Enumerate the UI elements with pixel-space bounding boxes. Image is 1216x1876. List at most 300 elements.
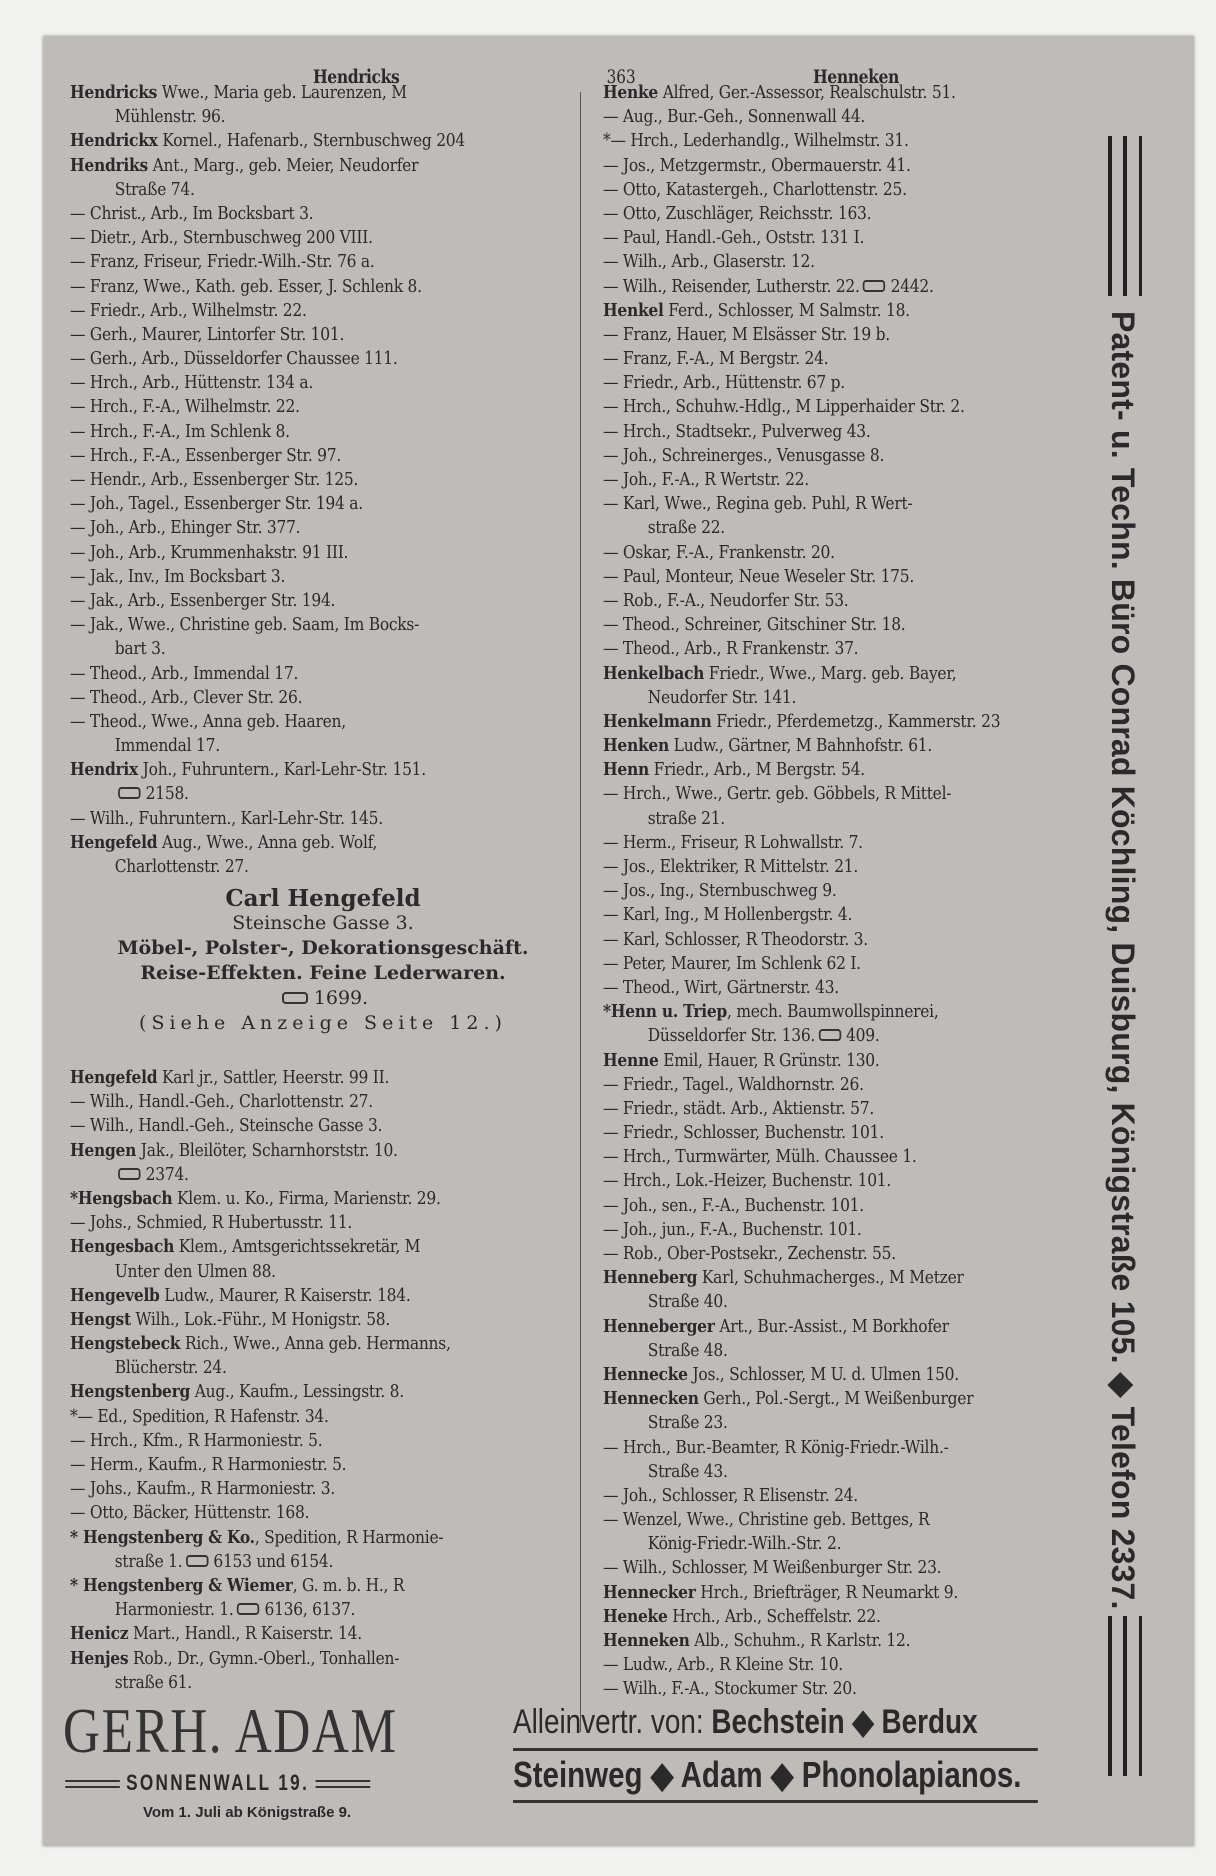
- directory-entry-line: [603, 178, 1000, 202]
- entry-text: straße 61.: [114, 1671, 192, 1693]
- directory-entry-line: [603, 758, 1000, 782]
- directory-entry-line: [603, 1242, 1000, 1266]
- entry-text: — Johs., Schmied, R Hubertusstr. 11.: [70, 1212, 353, 1234]
- entry-text: — Hendr., Arb., Essenberger Str. 125.: [70, 469, 359, 490]
- page-number: 363: [606, 66, 636, 88]
- entry-text: — Joh., Arb., Krummenhakstr. 91 III.: [70, 541, 349, 563]
- directory-entry-line: [603, 831, 1000, 855]
- directory-entry-line: [70, 662, 465, 686]
- entry-text: Alb., Schuhm., R Karlstr. 12.: [689, 1630, 911, 1651]
- side-advertisement: [1105, 136, 1142, 1756]
- directory-entry-line: [603, 1436, 1000, 1460]
- entry-text: Neudorfer Str. 141.: [647, 686, 797, 708]
- telephone-icon: [186, 1555, 208, 1567]
- entry-text: — Joh., Arb., Ehinger Str. 377.: [70, 517, 301, 539]
- directory-entry-line: [603, 613, 1000, 637]
- entry-text: — Hrch., Kfm., R Harmoniestr. 5.: [70, 1429, 323, 1451]
- entry-text: Straße 74.: [114, 178, 195, 200]
- entry-text: Friedr., Pferdemetzg., Kammerstr. 23: [711, 710, 1001, 732]
- entry-text: Düsseldorfer Str. 136.: [647, 1025, 816, 1047]
- directory-entry-line: [70, 1211, 451, 1235]
- directory-entry-line: [603, 1460, 1000, 1484]
- directory-entry-line: [70, 516, 465, 540]
- ad-phone: 1699.: [313, 987, 369, 1009]
- entry-text: — Peter, Maurer, Im Schlenk 62 I.: [603, 952, 861, 974]
- entry-surname: Hengefeld: [70, 831, 158, 853]
- directory-entry-line: [603, 1581, 1000, 1605]
- entry-text: — Aug., Bur.-Geh., Sonnenwall 44.: [603, 106, 866, 128]
- entry-text: — Theod., Schreiner, Gitschiner Str. 18.: [603, 614, 906, 636]
- directory-entry-line: [603, 1097, 1000, 1121]
- entry-text: Ludw., Maurer, R Kaiserstr. 184.: [159, 1284, 411, 1306]
- gerh-adam-name: GERH. ADAM: [63, 1695, 398, 1766]
- directory-entry-line: [603, 105, 1000, 129]
- directory-entry-line: [603, 1145, 1000, 1169]
- entry-text: — Gerh., Arb., Düsseldorfer Chaussee 111.: [70, 348, 398, 370]
- directory-entry-line: [603, 250, 1000, 274]
- entry-text: — Franz, Wwe., Kath. geb. Esser, J. Schlenk 8.: [70, 275, 422, 297]
- directory-entry-line: [603, 1339, 1000, 1363]
- entry-surname: Henkelmann: [603, 710, 712, 732]
- entry-text: — Hrch., Turmwärter, Mülh. Chaussee 1.: [603, 1146, 917, 1168]
- entry-text: — Theod., Arb., Clever Str. 26.: [70, 686, 303, 708]
- entry-text: — Hrch., Wwe., Gertr. geb. Göbbels, R Mittel-: [603, 783, 952, 805]
- directory-entry-line: [70, 444, 465, 468]
- entry-text: — Wilh., F.-A., Stockumer Str. 20.: [603, 1678, 857, 1700]
- right-column-entries: [603, 81, 1065, 1702]
- directory-entry-line: [603, 444, 1000, 468]
- directory-entry-line: [603, 1605, 1000, 1629]
- column-divider: [580, 92, 581, 1732]
- entry-text: — Joh., jun., F.-A., Buchenstr. 101.: [603, 1218, 862, 1240]
- entry-text: — Franz, Hauer, M Elsässer Str. 19 b.: [603, 323, 890, 345]
- directory-entry-line: [603, 154, 1000, 178]
- entry-text: — Hrch., Lok.-Heizer, Buchenstr. 101.: [603, 1170, 892, 1192]
- entry-text: — Theod., Wirt, Gärtnerstr. 43.: [603, 976, 839, 998]
- telephone-icon: [819, 1029, 841, 1041]
- directory-entry-line: [70, 613, 465, 637]
- entry-text: Aug., Kaufm., Lessingstr. 8.: [190, 1381, 404, 1403]
- entry-text: Straße 43.: [647, 1460, 728, 1482]
- directory-entry-line: [70, 178, 465, 202]
- entry-text: — Franz, F.-A., M Bergstr. 24.: [603, 348, 829, 370]
- entry-text: Klem., Amtsgerichtssekretär, M: [174, 1236, 421, 1258]
- entry-text: , Spedition, R Harmonie-: [254, 1526, 444, 1548]
- entry-surname: * Hengstenberg & Wiemer: [70, 1574, 293, 1596]
- directory-entry-line: [70, 1380, 451, 1404]
- entry-phone: 409.: [846, 1025, 880, 1047]
- entry-surname: Henneken: [603, 1630, 690, 1651]
- entry-surname: Hengen: [70, 1139, 137, 1161]
- entry-text: — Joh., sen., F.-A., Buchenstr. 101.: [603, 1194, 864, 1216]
- directory-entry-line: [70, 1550, 451, 1574]
- directory-entry-line: [603, 1290, 1000, 1314]
- entry-surname: Henne: [603, 1049, 659, 1071]
- entry-phone: 6136, 6137.: [264, 1599, 356, 1621]
- entry-text: Ant., Marg., geb. Meier, Neudorfer: [147, 154, 419, 176]
- entry-text: — Joh., Tagel., Essenberger Str. 194 a.: [70, 493, 363, 515]
- piano-brands: Steinweg ◆ Adam ◆ Phonolapianos.: [513, 1754, 1038, 1803]
- directory-entry-line: [603, 1049, 1000, 1073]
- directory-entry-line: [70, 1235, 451, 1259]
- directory-entry-line: [603, 299, 1000, 323]
- directory-entry-line: [603, 1363, 1000, 1387]
- rule-lines-top: [1108, 136, 1142, 296]
- entry-surname: Hengevelb: [70, 1284, 160, 1306]
- directory-entry-line: [70, 1622, 451, 1646]
- directory-entry-line: [70, 154, 465, 178]
- entry-text: — Wilh., Fuhruntern., Karl-Lehr-Str. 145.: [70, 807, 383, 829]
- directory-entry-line: [70, 1405, 451, 1429]
- entry-text: Ludw., Gärtner, M Bahnhofstr. 61.: [669, 735, 933, 757]
- directory-entry-line: [70, 299, 465, 323]
- telephone-icon: [282, 992, 308, 1004]
- directory-entry-line: [603, 1411, 1000, 1435]
- entry-text: — Hrch., Schuhw.-Hdlg., M Lipperhaider Str. 2.: [603, 396, 965, 418]
- entry-text: — Jos., Ing., Sternbuschweg 9.: [603, 880, 837, 902]
- entry-text: — Friedr., Schlosser, Buchenstr. 101.: [603, 1122, 884, 1144]
- telephone-icon: [863, 280, 885, 292]
- directory-entry-line: [603, 129, 1000, 153]
- side-ad-text: Patent- u. Techn. Büro Conrad Köchling, Duisburg, Königstraße 105. ◆ Telefon 2337.: [1105, 311, 1141, 1610]
- directory-entry-line: [70, 1066, 451, 1090]
- entry-text: — Joh., Schlosser, R Elisenstr. 24.: [603, 1484, 858, 1506]
- directory-entry-line: [70, 1356, 451, 1380]
- entry-text: — Jos., Metzgermstr., Obermauerstr. 41.: [603, 154, 911, 176]
- entry-text: — Hrch., Stadtsekr., Pulverweg 43.: [603, 420, 871, 442]
- entry-text: Straße 40.: [647, 1291, 728, 1313]
- agent-label: Alleinvertr. von:: [513, 1703, 704, 1741]
- directory-entry-line: [603, 1653, 1000, 1677]
- directory-entry-line: [603, 1024, 1000, 1048]
- directory-entry-line: [603, 1629, 1000, 1653]
- entry-text: — Hrch., F.-A., Wilhelmstr. 22.: [70, 396, 300, 418]
- left-column-entries-bottom: [70, 1066, 513, 1695]
- entry-text: — Theod., Arb., Immendal 17.: [70, 662, 299, 684]
- telephone-icon: [118, 787, 140, 799]
- directory-entry-line: [70, 637, 465, 661]
- entry-surname: Hengesbach: [70, 1236, 175, 1258]
- entry-text: — Christ., Arb., Im Bocksbart 3.: [70, 202, 314, 224]
- entry-phone: 2158.: [145, 783, 189, 805]
- ad-address: Steinsche Gasse 3.: [232, 912, 414, 934]
- directory-entry-line: [70, 1671, 451, 1695]
- directory-entry-line: [70, 1187, 451, 1211]
- directory-entry-line: [603, 952, 1000, 976]
- entry-text: bart 3.: [114, 638, 166, 660]
- entry-text: — Friedr., Tagel., Waldhornstr. 26.: [603, 1073, 864, 1095]
- entry-surname: Hengstebeck: [70, 1333, 181, 1355]
- telephone-icon: [237, 1603, 259, 1615]
- directory-entry-line: [603, 81, 1000, 105]
- entry-text: Rob., Dr., Gymn.-Oberl., Tonhallen-: [128, 1647, 400, 1669]
- entry-text: — Wilh., Handl.-Geh., Steinsche Gasse 3.: [70, 1115, 383, 1137]
- directory-entry-line: [70, 1647, 451, 1671]
- directory-entry-line: [70, 734, 465, 758]
- entry-text: *— Ed., Spedition, R Hafenstr. 34.: [70, 1405, 329, 1427]
- entry-text: König-Friedr.-Wilh.-Str. 2.: [647, 1533, 842, 1555]
- directory-entry-line: [70, 395, 465, 419]
- bottom-ad-address: SONNENWALL 19.: [126, 1770, 310, 1795]
- entry-text: Hrch., Arb., Scheffelstr. 22.: [667, 1605, 881, 1627]
- entry-text: Art., Bur.-Assist., M Borkhofer: [714, 1315, 949, 1337]
- entry-text: — Otto, Bäcker, Hüttenstr. 168.: [70, 1502, 310, 1524]
- directory-entry-line: [70, 1308, 451, 1332]
- directory-entry-line: [603, 807, 1000, 831]
- entry-text: Wwe., Maria geb. Laurenzen, M: [157, 82, 407, 103]
- entry-surname: Hengefeld: [70, 1067, 158, 1088]
- directory-entry-line: [603, 371, 1000, 395]
- entry-text: — Hrch., F.-A., Essenberger Str. 97.: [70, 444, 342, 466]
- directory-entry-line: [603, 855, 1000, 879]
- directory-entry-line: [70, 420, 465, 444]
- entry-text: — Johs., Kaufm., R Harmoniestr. 3.: [70, 1478, 336, 1500]
- directory-entry-line: [603, 662, 1000, 686]
- entry-text: Friedr., Arb., M Bergstr. 54.: [648, 759, 865, 781]
- bottom-ad-moving-note: Vom 1. Juli ab Königstraße 9.: [143, 1804, 352, 1821]
- entry-surname: Henke: [603, 82, 659, 103]
- header-left-name: Hendricks: [313, 66, 400, 88]
- entry-text: Hrch., Briefträger, R Neumarkt 9.: [695, 1581, 959, 1603]
- hengefeld-advertisement: [83, 886, 563, 1036]
- entry-surname: Heneke: [603, 1605, 668, 1627]
- directory-entry-line: [603, 1169, 1000, 1193]
- entry-text: — Franz, Friseur, Friedr.-Wilh.-Str. 76 a.: [70, 251, 375, 273]
- entry-text: Aug., Wwe., Anna geb. Wolf,: [157, 831, 378, 853]
- directory-entry-line: [70, 250, 465, 274]
- directory-entry-line: [603, 879, 1000, 903]
- entry-text: — Theod., Wwe., Anna geb. Haaren,: [70, 710, 346, 732]
- entry-text: — Rob., Ober-Postsekr., Zechenstr. 55.: [603, 1243, 896, 1264]
- directory-entry-line: [603, 1266, 1000, 1290]
- entry-surname: Henicz: [70, 1623, 129, 1645]
- ad-line-1: Möbel-, Polster-, Dekorationsgeschäft.: [117, 937, 529, 959]
- entry-surname: Hengst: [70, 1308, 131, 1330]
- entry-text: — Hrch., Bur.-Beamter, R König-Friedr.-Wilh.-: [603, 1436, 949, 1458]
- directory-entry-line: [603, 226, 1000, 250]
- entry-surname: Henneberger: [603, 1315, 715, 1337]
- directory-entry-line: [603, 275, 1000, 299]
- directory-entry-line: [603, 710, 1000, 734]
- directory-entry-line: [603, 1484, 1000, 1508]
- entry-text: Jak., Bleilöter, Scharnhorststr. 10.: [136, 1139, 398, 1161]
- directory-entry-line: [603, 516, 1000, 540]
- entry-surname: Henken: [603, 735, 670, 757]
- entry-text: Alfred, Ger.-Assessor, Realschulstr. 51.: [658, 82, 956, 103]
- directory-entry-line: [70, 1163, 451, 1187]
- directory-entry-line: [70, 1332, 451, 1356]
- directory-entry-line: [70, 831, 465, 855]
- directory-entry-line: [70, 1284, 451, 1308]
- directory-entry-line: [603, 347, 1000, 371]
- directory-page: [43, 36, 1194, 1846]
- directory-entry-line: [603, 395, 1000, 419]
- entry-text: — Paul, Handl.-Geh., Oststr. 131 I.: [603, 227, 865, 249]
- directory-entry-line: [70, 371, 465, 395]
- entry-surname: Hennecken: [603, 1388, 699, 1410]
- directory-entry-line: [70, 1139, 451, 1163]
- entry-text: — Wilh., Arb., Glaserstr. 12.: [603, 251, 815, 273]
- entry-text: Straße 48.: [647, 1339, 728, 1361]
- directory-entry-line: [70, 1260, 451, 1284]
- entry-text: Straße 23.: [647, 1412, 728, 1434]
- agent-brands: Bechstein ◆ Berdux: [711, 1703, 978, 1741]
- entry-text: — Theod., Arb., R Frankenstr. 37.: [603, 638, 859, 660]
- entry-surname: Hendrix: [70, 759, 139, 781]
- entry-text: Joh., Fuhruntern., Karl-Lehr-Str. 151.: [138, 759, 426, 781]
- directory-entry-line: [603, 1508, 1000, 1532]
- ad-business-name: Carl Hengefeld: [225, 885, 421, 912]
- directory-entry-line: [70, 81, 465, 105]
- entry-text: — Otto, Katastergeh., Charlottenstr. 25.: [603, 178, 907, 200]
- entry-text: Friedr., Wwe., Marg. geb. Bayer,: [704, 662, 957, 684]
- directory-entry-line: [603, 1000, 1000, 1024]
- directory-entry-line: [70, 541, 465, 565]
- entry-text: Blücherstr. 24.: [114, 1357, 227, 1379]
- entry-text: Rich., Wwe., Anna geb. Hermanns,: [180, 1333, 451, 1355]
- entry-text: — Dietr., Arb., Sternbuschweg 200 VIII.: [70, 227, 373, 249]
- entry-text: Unter den Ulmen 88.: [114, 1260, 276, 1282]
- ad-line-2: Reise-Effekten. Feine Lederwaren.: [140, 962, 506, 984]
- entry-text: — Rob., F.-A., Neudorfer Str. 53.: [603, 589, 849, 611]
- entry-text: — Hrch., F.-A., Im Schlenk 8.: [70, 420, 290, 442]
- entry-text: Klem. u. Ko., Firma, Marienstr. 29.: [172, 1187, 441, 1209]
- directory-entry-line: [70, 202, 465, 226]
- entry-surname: Hennecke: [603, 1363, 688, 1385]
- entry-text: Mühlenstr. 96.: [114, 106, 226, 128]
- directory-entry-line: [603, 589, 1000, 613]
- double-rule: [315, 1780, 370, 1788]
- entry-surname: Henn: [603, 759, 649, 781]
- directory-entry-line: [603, 1194, 1000, 1218]
- entry-text: Wilh., Lok.-Führ., M Honigstr. 58.: [130, 1308, 391, 1330]
- entry-text: straße 21.: [647, 807, 725, 829]
- directory-entry-line: [603, 1556, 1000, 1580]
- directory-entry-line: [70, 686, 465, 710]
- directory-entry-line: [70, 323, 465, 347]
- entry-text: Emil, Hauer, R Grünstr. 130.: [658, 1049, 880, 1071]
- directory-entry-line: [603, 782, 1000, 806]
- entry-text: — Joh., Schreinerges., Venusgasse 8.: [603, 444, 885, 466]
- bottom-advertisement: [43, 1694, 1194, 1821]
- directory-entry-line: [603, 492, 1000, 516]
- entry-surname: Henjes: [70, 1647, 129, 1669]
- telephone-icon: [118, 1168, 140, 1180]
- entry-surname: Henkelbach: [603, 662, 705, 684]
- directory-entry-line: [70, 468, 465, 492]
- directory-entry-line: [70, 710, 465, 734]
- directory-entry-line: [70, 758, 465, 782]
- entry-text: — Karl, Wwe., Regina geb. Puhl, R Wert-: [603, 493, 913, 515]
- entry-text: , G. m. b. H., R: [292, 1574, 405, 1596]
- ad-note: (Siehe Anzeige Seite 12.): [139, 1012, 507, 1034]
- directory-entry-line: [603, 565, 1000, 589]
- entry-text: — Otto, Zuschläger, Reichsstr. 163.: [603, 202, 872, 224]
- entry-text: — Friedr., Arb., Wilhelmstr. 22.: [70, 299, 307, 321]
- entry-text: *— Hrch., Lederhandlg., Wilhelmstr. 31.: [603, 130, 909, 152]
- directory-entry-line: [603, 541, 1000, 565]
- directory-entry-line: [70, 1526, 451, 1550]
- directory-entry-line: [70, 782, 465, 806]
- entry-text: Harmoniestr. 1.: [114, 1599, 234, 1621]
- directory-entry-line: [70, 129, 465, 153]
- entry-text: Mart., Handl., R Kaiserstr. 14.: [128, 1623, 362, 1645]
- directory-entry-line: [603, 1121, 1000, 1145]
- directory-entry-line: [603, 1532, 1000, 1556]
- entry-text: — Friedr., städt. Arb., Aktienstr. 57.: [603, 1097, 875, 1119]
- directory-entry-line: [603, 1073, 1000, 1097]
- entry-text: Kornel., Hafenarb., Sternbuschweg 204: [157, 130, 465, 152]
- directory-entry-line: [603, 686, 1000, 710]
- directory-entry-line: [70, 1477, 451, 1501]
- entry-surname: *Hengsbach: [70, 1187, 173, 1209]
- entry-phone: 2442.: [890, 275, 934, 297]
- entry-surname: * Hengstenberg & Ko.: [70, 1526, 255, 1548]
- directory-entry-line: [603, 928, 1000, 952]
- entry-text: — Paul, Monteur, Neue Weseler Str. 175.: [603, 565, 915, 587]
- entry-surname: Henkel: [603, 299, 664, 321]
- directory-entry-line: [603, 1387, 1000, 1411]
- directory-entry-line: [603, 734, 1000, 758]
- directory-entry-line: [70, 275, 465, 299]
- entry-surname: Hengstenberg: [70, 1381, 191, 1403]
- entry-text: — Wilh., Reisender, Lutherstr. 22.: [603, 275, 860, 297]
- entry-text: — Jos., Elektriker, R Mittelstr. 21.: [603, 856, 859, 877]
- entry-text: — Karl, Schlosser, R Theodorstr. 3.: [603, 928, 868, 950]
- entry-text: Ferd., Schlosser, M Salmstr. 18.: [663, 299, 910, 321]
- entry-text: — Herm., Kaufm., R Harmoniestr. 5.: [70, 1454, 347, 1475]
- entry-text: — Oskar, F.-A., Frankenstr. 20.: [603, 541, 835, 563]
- directory-entry-line: [603, 420, 1000, 444]
- directory-entry-line: [70, 105, 465, 129]
- entry-text: — Herm., Friseur, R Lohwallstr. 7.: [603, 831, 863, 853]
- entry-text: straße 22.: [647, 517, 725, 539]
- directory-entry-line: [70, 1090, 451, 1114]
- entry-text: — Karl, Ing., M Hollenbergstr. 4.: [603, 904, 853, 926]
- directory-entry-line: [70, 807, 465, 831]
- directory-entry-line: [603, 637, 1000, 661]
- entry-text: Gerh., Pol.-Sergt., M Weißenburger: [698, 1388, 974, 1410]
- entry-phone: 6153 und 6154.: [213, 1550, 334, 1572]
- entry-text: — Friedr., Arb., Hüttenstr. 67 p.: [603, 372, 845, 394]
- directory-entry-line: [603, 323, 1000, 347]
- entry-text: straße 1.: [114, 1550, 183, 1572]
- left-column-entries-top: [70, 81, 529, 879]
- directory-entry-line: [603, 976, 1000, 1000]
- entry-surname: *Henn u. Triep: [603, 1001, 728, 1023]
- header-right-name: Henneken: [813, 66, 899, 88]
- entry-text: — Ludw., Arb., R Kleine Str. 10.: [603, 1654, 843, 1676]
- directory-entry-line: [70, 1114, 451, 1138]
- entry-text: — Gerh., Maurer, Lintorfer Str. 101.: [70, 323, 345, 345]
- entry-text: Immendal 17.: [114, 735, 220, 757]
- entry-surname: Henneberg: [603, 1267, 698, 1289]
- entry-text: , mech. Baumwollspinnerei,: [727, 1001, 939, 1023]
- entry-text: — Joh., F.-A., R Wertstr. 22.: [603, 469, 809, 490]
- directory-entry-line: [70, 492, 465, 516]
- entry-surname: Hendricks: [70, 82, 158, 103]
- entry-text: — Jak., Wwe., Christine geb. Saam, Im Bocks-: [70, 614, 420, 636]
- entry-surname: Hendrickx: [70, 130, 158, 152]
- directory-entry-line: [603, 202, 1000, 226]
- entry-text: — Wilh., Handl.-Geh., Charlottenstr. 27.: [70, 1091, 373, 1113]
- entry-surname: Hendriks: [70, 154, 148, 176]
- directory-entry-line: [70, 1429, 451, 1453]
- entry-phone: 2374.: [145, 1163, 189, 1185]
- entry-text: — Jak., Inv., Im Bocksbart 3.: [70, 565, 286, 587]
- directory-entry-line: [70, 855, 465, 879]
- entry-text: — Jak., Arb., Essenberger Str. 194.: [70, 589, 336, 611]
